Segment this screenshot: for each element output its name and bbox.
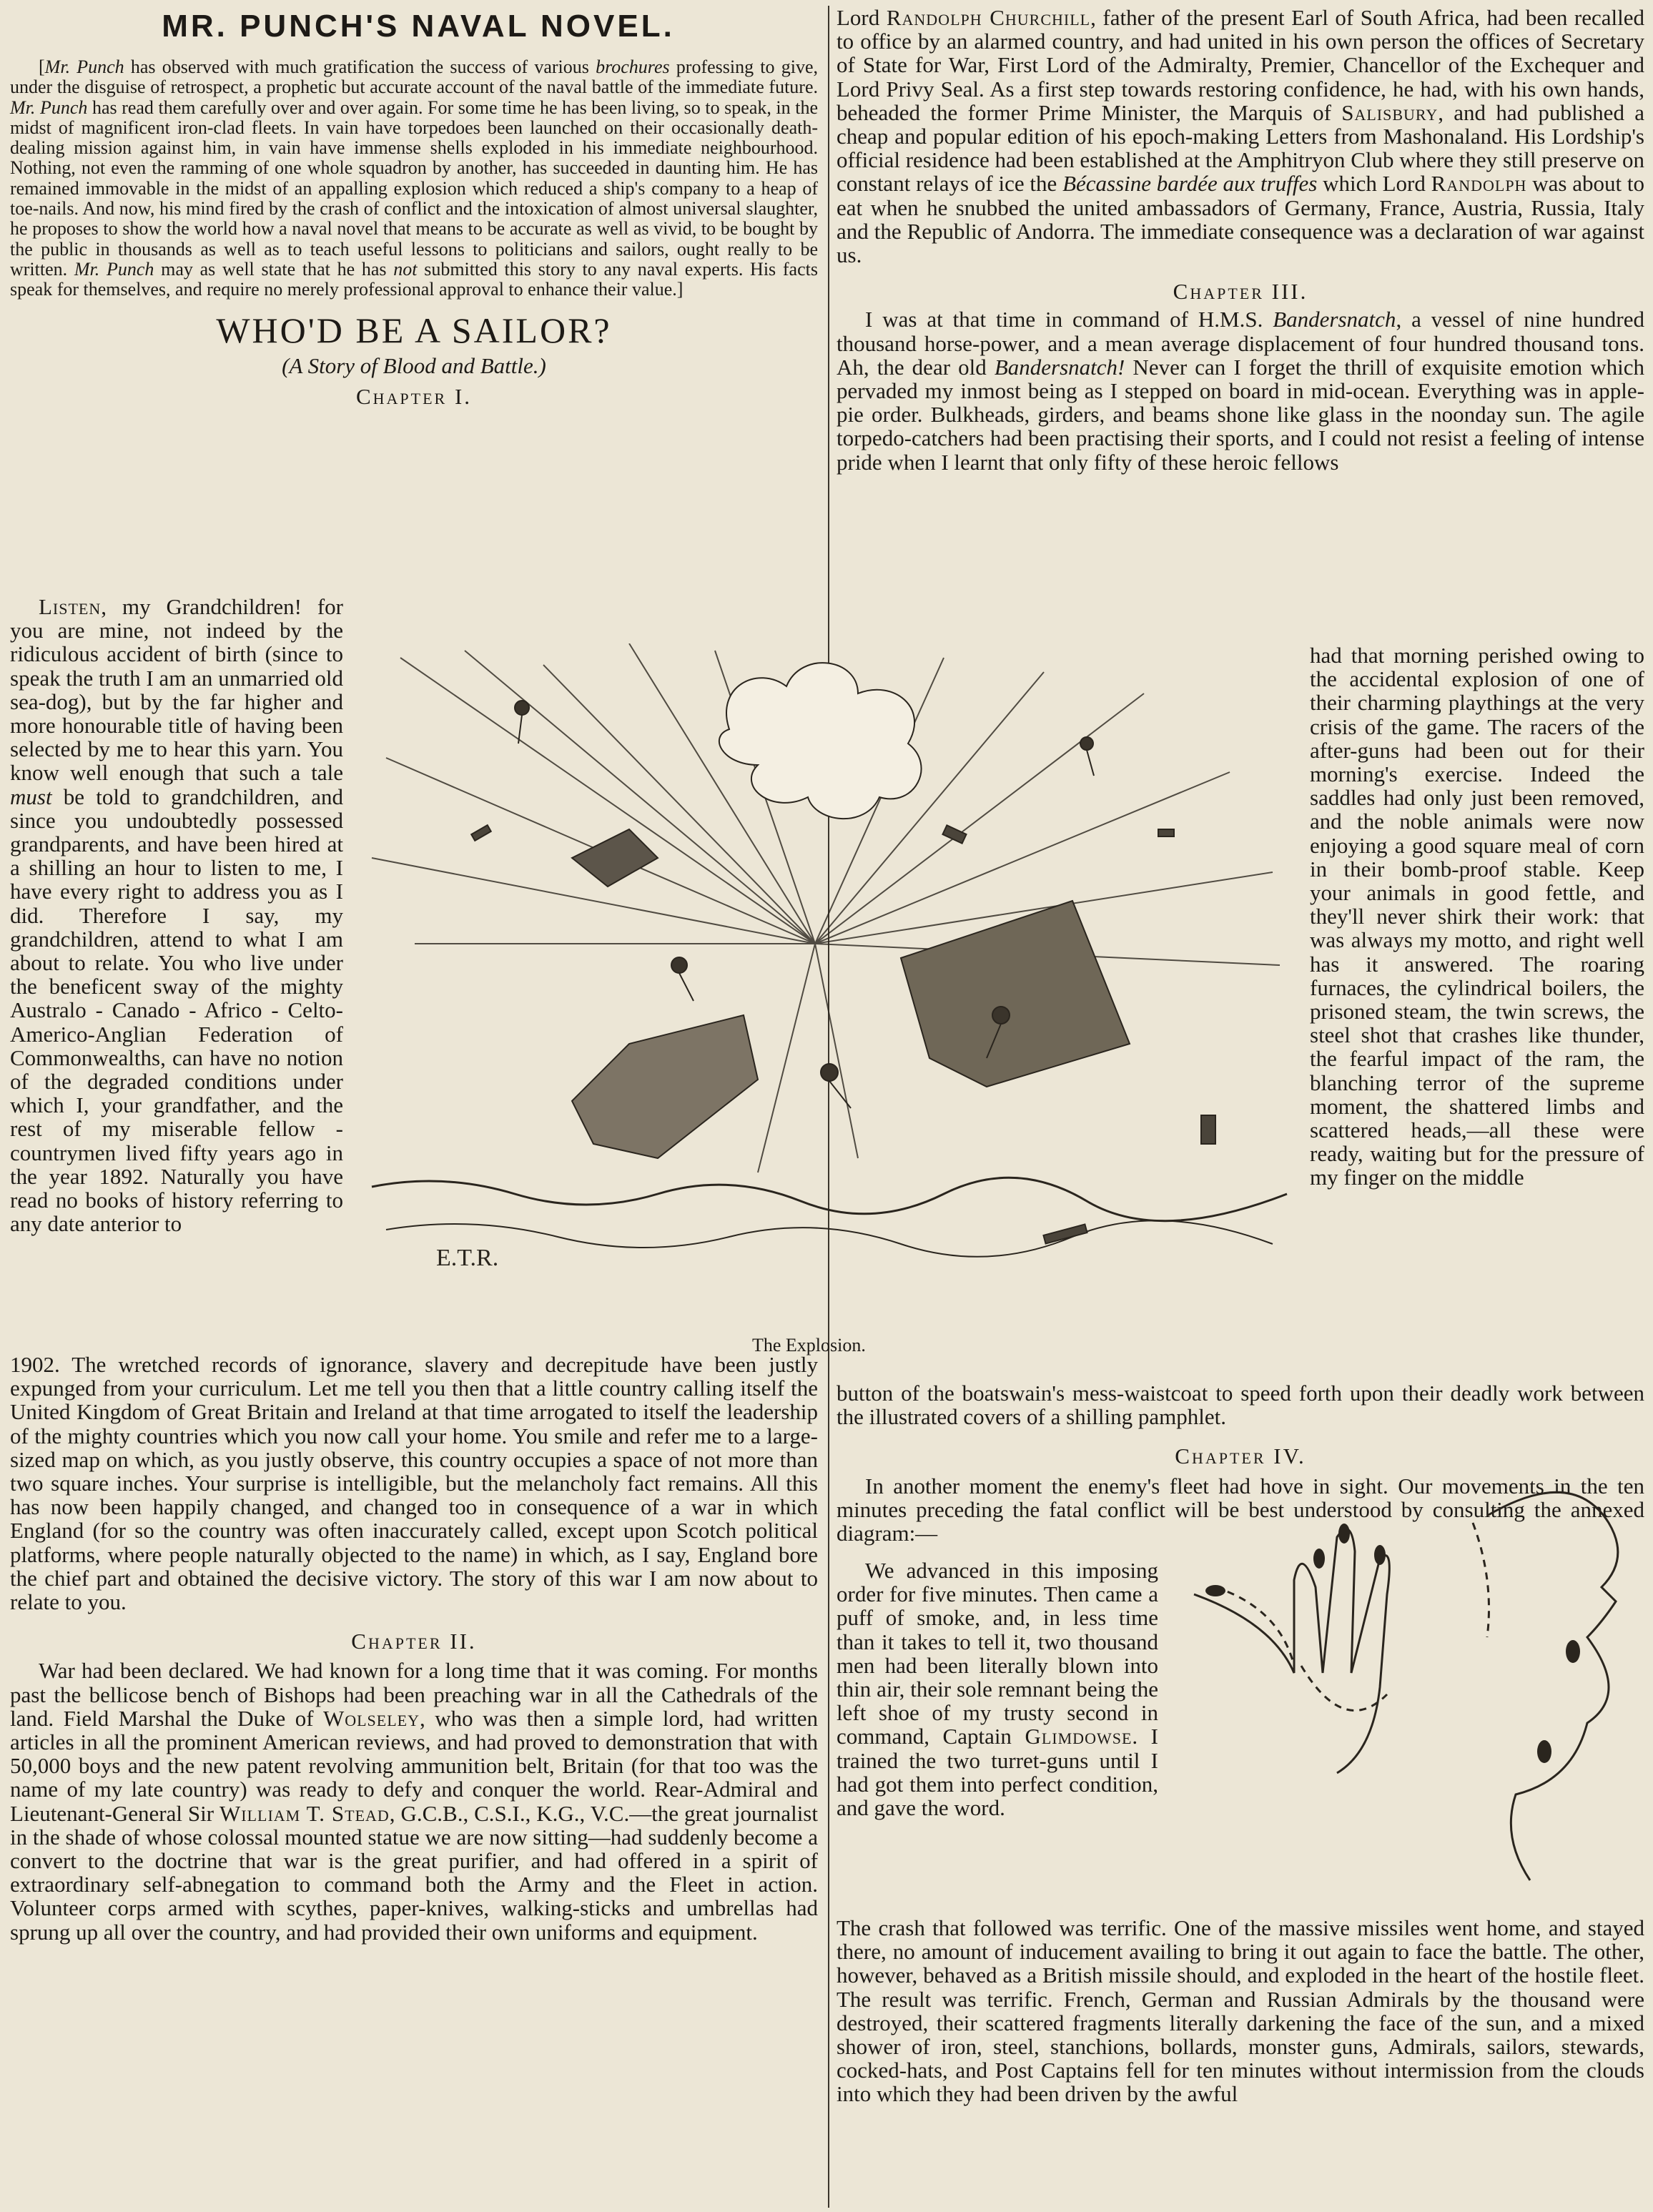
col2-text-b: , and had published a cheap and popular edition of his epoch-making Letters from Mashonaland. His Lordship's official residence had been established at the Amphitryon Club where they still preserve on constant relays of ice the: [837, 99, 1644, 197]
chapter-1-lead-word: Listen: [39, 594, 102, 619]
intro-brochures: brochures: [596, 56, 670, 77]
chapter-1-text-a: , my Grandchildren! for you are mine, not indeed by the ridiculous accident of birth (since to speak the truth I am an unmarried old sea-dog), but by the far higher and more honourable title of having been selected by me to hear this yarn. You know well enough that such a tale: [10, 594, 343, 786]
intro-text-1: has observed with much gratification the success of various: [124, 56, 596, 77]
chapter-3-text-b: , a vessel of nine hundred thousand horse-power, and a mean average displacement of four hundred thousand tons. Ah, the dear old: [837, 307, 1644, 380]
wrecked-hull-left: [572, 1015, 758, 1158]
chapter-3-text-d: had that morning perished owing to the accidental explosion of one of their charming playthings at the very crisis of the game. The racers of the after-guns had been out for their morning's exercise. Indeed the saddles had only just been removed, and the noble animals were now enjoying a good square meal of corn in their bomb-proof stable. Keep your animals in good fettle, and they'll never shirk their work: that was always my motto, and right well has it answered. The roaring furnaces, the cylindrical boilers, the prisoned steam, the twin screws, the steel shot that crashes like thunder, the fearful impact of the ram, the blanching terror of the supreme moment, the shattered limbs and scattered heads,—all these were ready, waiting but for the pressure of my finger on the middle: [1310, 643, 1644, 1190]
chapter-3-text-e: button of the boatswain's mess-waistcoat to speed forth upon their deadly work between the illustrated covers of a shilling pamphlet.: [837, 1381, 1644, 1430]
chapter-4-text-c: . I trained the two turret-guns until I had got them into perfect condition, and gave the word.: [837, 1724, 1159, 1821]
chapter-1-continued: [10, 1353, 818, 1944]
col2-salisbury: Salisbury: [1341, 99, 1439, 125]
intro-mr-punch-3: Mr. Punch: [74, 258, 154, 280]
col2-text-a: , father of the present Earl of South Africa, had been recalled to office by an alarmed country, and had united in his own person the offices of Secretary of State for War, First Lord of the Admiralty, Premier, Chancellor of the Exchequer and Lord Privy Seal. As a first step towards restoring confidence, he had, with his own hands, beheaded the former Prime Minister, the Marquis of: [837, 5, 1645, 125]
chapter-3-ship-name-2: Bandersnatch!: [994, 354, 1125, 380]
chapter-2-paragraph: [10, 1659, 818, 1943]
story-subtitle: (A Story of Blood and Battle.): [282, 352, 546, 378]
chapter-4-glimdowse: Glimdowse: [1025, 1724, 1133, 1749]
chapter-2-text-a: War had been declared. We had known for a long time that it was coming. For months past the bellicose bench of Bishops had been preaching war in all the Cathedrals of the land. Field Marshal the Duke of: [10, 1658, 818, 1731]
chapter-1-paragraph: [10, 595, 343, 1235]
chapter-2-wolseley: Wolseley: [322, 1705, 420, 1731]
chapter-4-narrow-paragraph: [837, 1559, 1158, 1820]
intro-mr-punch-2: Mr. Punch: [10, 97, 88, 118]
chapter-3-paragraph: [837, 307, 1644, 473]
chapter-4-narrow: [837, 1559, 1158, 1820]
col2-randolph: Randolph: [1431, 171, 1527, 197]
chapter-3-text-a: I was at that time in command of H.M.S.: [865, 307, 1273, 332]
intro-text-5: submitted this story to any naval experts. His facts speak for themselves, and require no merely professional approval to enhance their value.]: [10, 258, 818, 300]
wrecked-hull-right: [901, 901, 1130, 1087]
left-column-top: [10, 57, 818, 414]
figure-caption: The Explosion.: [752, 1335, 866, 1356]
right-column-top: [837, 6, 1644, 474]
intro-open-bracket: [: [39, 56, 45, 77]
chapter-4-continued: [837, 1916, 1644, 2106]
diagram-ship-markers: [1205, 1524, 1580, 1763]
diagram-hand: [1194, 1529, 1389, 1773]
intro-mr-punch-1: Mr. Punch: [44, 56, 124, 77]
chapter-2-heading: Chapter II.: [351, 1629, 477, 1654]
chapter-1-text-b: be told to grandchildren, and since you undoubtedly possessed grandparents, and have been hired at a shilling an hour to listen to me, I have every right to address you as I did. Therefore I say, my grandchildren, attend to what I am about to relate. You who live under the beneficent sway of the mighty Australo - Canado - Africo - Celto-Americo-Anglian Federation of Commonwealths, can have no notion of the degraded conditions under which I, your grandfather, and the rest of my miserable fellow - countrymen lived fifty years ago in the year 1892. Naturally you have read no books of history referring to any date anterior to: [10, 784, 343, 1237]
chapter-2-text-c: , G.C.B., C.S.I., K.G., V.C.—the great journalist in the shade of whose colossal mounted statue we are now sitting—had suddenly become a convert to the doctrine that war is the great purifier, and had offered in a spirit of extraordinary self-abnegation to command both the Army and the Fleet in action. Volunteer corps armed with scythes, paper-knives, walking-sticks and umbrellas had sprung up all over the country, and had provided their own uniforms and equipment.: [10, 1800, 818, 1945]
chapter-1-heading: Chapter I.: [355, 383, 473, 409]
intro-paragraph: [10, 57, 818, 300]
chapter-4-text-a: In another moment the enemy's fleet had hove in sight. Our movements in the ten minutes preceding the fatal conflict will be best understood by consulting the annexed diagram:—: [837, 1473, 1644, 1546]
chapter-3-heading: Chapter III.: [1173, 279, 1308, 305]
col2-becassine: Bécassine bardée aux truffes: [1062, 171, 1318, 197]
chapter-1-must: must: [10, 784, 52, 809]
chapter-1-body: [10, 595, 343, 1235]
col2-randolph-churchill: Randolph Churchill: [886, 5, 1091, 30]
explosion-illustration: [357, 643, 1301, 1323]
chapter-4-text-b: We advanced in this imposing order for five minutes. Then came a puff of smoke, and, in less time than it takes to tell it, two thousand men had been literally blown into thin air, their sole remnant being the left shoe of my trusty second in command, Captain: [837, 1558, 1158, 1749]
chapter-4-text-d: The crash that followed was terrific. One of the massive missiles went home, and stayed there, no amount of inducement availing to bring it out again to face the battle. The other, however, behaved as a British missile should, and exploded in the heart of the hostile fleet. The result was terrific. French, German and Russian Admirals by the thousand were destroyed, their scattered fragments literally darkening the face of the sun, and a mixed shower of iron, steel, stanchions, bollards, monster guns, Admirals, sailors, stewards, cocked-hats, and Post Captains fell for ten minutes without intermission from the clouds into which they had been driven by the awful: [837, 1915, 1644, 2107]
sea-waves: [372, 1177, 1287, 1220]
col2-lead: Lord: [837, 5, 887, 30]
chapter-3-text-c: Never can I forget the thrill of exquisite emotion which pervaded my inmost being as I stepped on board in mid-ocean. Everything was in apple-pie order. Bulkheads, girders, and beams shone like glass in the noonday sun. The agile torpedo-catchers had been practising their sports, and I could not resist a feeling of intense pride when I learnt that only fifty of these heroic fellows: [837, 354, 1644, 475]
flying-turret: [572, 829, 658, 887]
col2-text-d: was about to eat when he snubbed the united ambassadors of Germany, France, Austria, Russia, Italy and the Republic of Andorra. The immediate consequence was a declaration of war against us.: [837, 171, 1644, 268]
intro-not: not: [393, 258, 418, 280]
page-title: MR. PUNCH'S NAVAL NOVEL.: [162, 9, 675, 44]
diagram-face: [1487, 1492, 1618, 1880]
fleet-diagram: [1173, 1437, 1644, 1895]
artist-signature: E.T.R.: [436, 1245, 499, 1271]
story-title: WHO'D BE A SAILOR?: [216, 310, 612, 350]
chapter-3-narrow: [1310, 643, 1644, 1190]
col2-paragraph: [837, 6, 1644, 267]
chapter-2-text-b: , who was then a simple lord, had written articles in all the prominent American reviews, and had proved to demonstration that with 50,000 boys and the new patent revolving ammunition belt, Britain (for that too was the name of my late country) was ready to defy and conquer the world. Rear-Admiral and Lieutenant-General Sir: [10, 1705, 818, 1826]
chapter-1-text-c: 1902. The wretched records of ignorance, slavery and decrepitude have been justly expunged from your curriculum. Let me tell you then that a little country calling itself the United Kingdom of Great Britain and Ireland at that time arrogated to itself the leadership of the mighty countries which you now call your home. You smile and refer me to a large-sized map on which, as you justly observe, this country occupies a space of not more than two square inches. Your surprise is intelligible, but the melancholy fact remains. All this has now been happily changed, and changed too in consequence of a war in which England (for so the country was often inaccurately called, except upon Scotch political platforms, where people naturally objected to the name) in which, as I say, England bore the chief part and obtained the decisive victory. The story of this war I am now about to relate to you.: [10, 1352, 818, 1615]
chapter-2-stead: William T. Stead: [219, 1800, 390, 1826]
chapter-4-heading: Chapter IV.: [1175, 1443, 1306, 1469]
intro-text-4: may as well state that he has: [154, 258, 394, 280]
intro-text-2: professing to give, under the disguise of retrospect, a prophetic but accurate account of the naval battle of the immediate future.: [10, 56, 818, 98]
smoke-cloud: [719, 663, 922, 819]
col2-text-c: which Lord: [1317, 171, 1431, 197]
intro-text-3: has read them carefully over and over again. For some time he has been living, so to speak, in the midst of magnificent iron-clad fleets. In vain have torpedoes been launched on their occasionally death-dealing mission against him, in vain have immense shells exploded in his immediate neighbourhood. Nothing, not even the ramming of one whole squadron by another, has succeeded in daunting him. He has remained immovable in the midst of an appalling explosion which reduced a ship's company to a heap of toe-nails. And now, his mind fired by the crash of conflict and the intoxication of almost universal slaughter, he proposes to show the world how a naval novel that means to be accurate as well as vivid, to be bought by the public in thousands as well as to teach useful lessons to politicians and sailors, ought really to be written.: [10, 97, 818, 280]
chapter-3-ship-name: Bandersnatch: [1273, 307, 1396, 332]
